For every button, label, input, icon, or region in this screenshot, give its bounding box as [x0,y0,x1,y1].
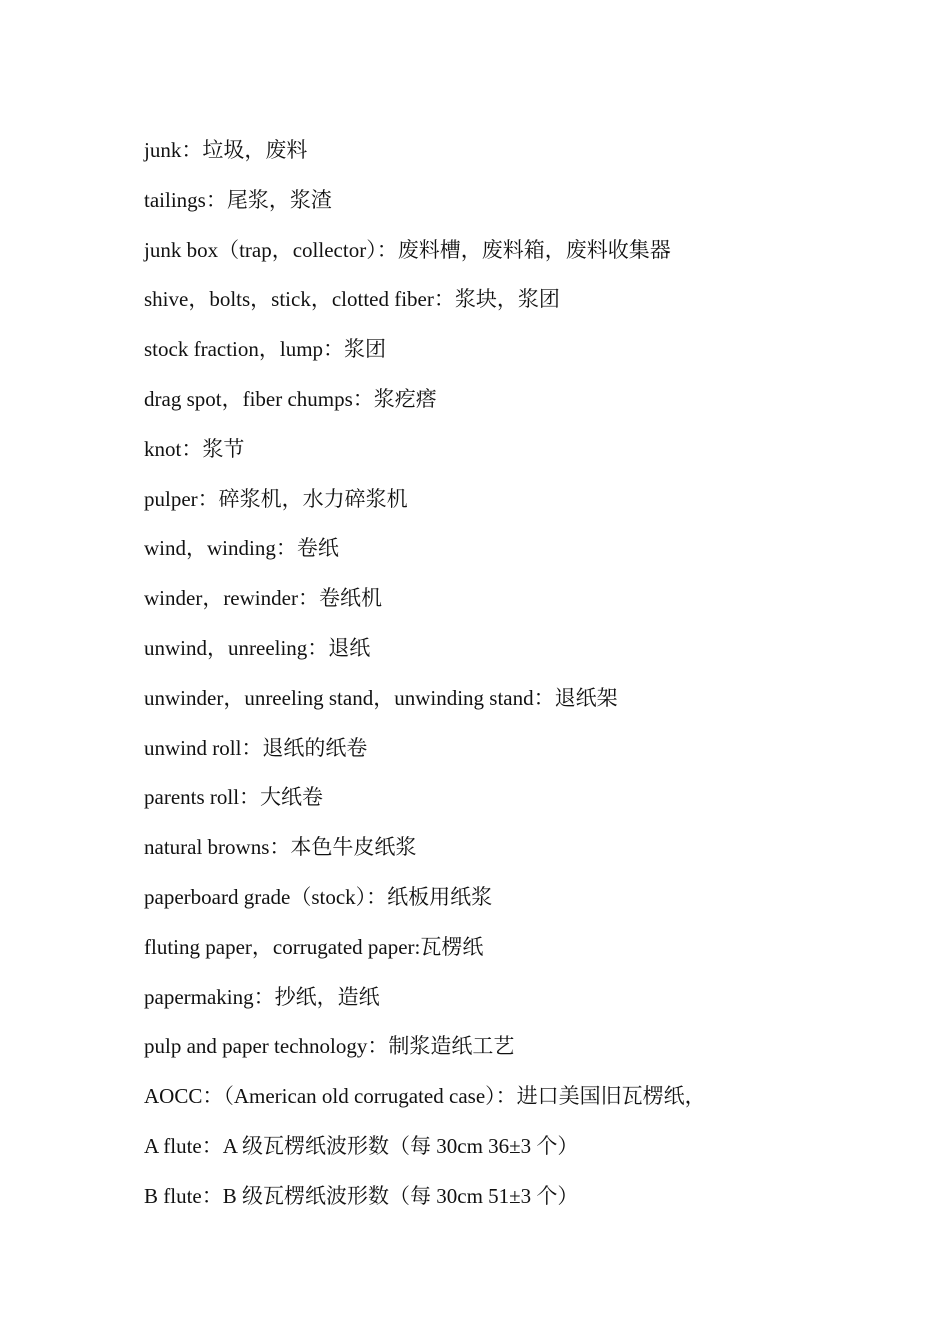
glossary-entry: paperboard grade（stock）：纸板用纸浆 [144,884,493,909]
glossary-entry: wind，winding：卷纸 [144,536,339,561]
glossary-entry: A flute：A 级瓦楞纸波形数（每 30cm 36±3 个） [144,1133,579,1158]
glossary-entry: tailings：尾浆，浆渣 [144,187,332,212]
glossary-entry: fluting paper，corrugated paper:瓦楞纸 [144,934,484,959]
glossary-entry: shive，bolts，stick，clotted fiber：浆块，浆团 [144,287,560,312]
glossary-entry: junk box（trap，collector）：废料槽，废料箱，废料收集器 [144,237,671,262]
glossary-entry: stock fraction，lump：浆团 [144,337,387,362]
glossary-entry: AOCC：（American old corrugated case）：进口美国旧瓦楞纸， [144,1084,706,1109]
glossary-entry: B flute：B 级瓦楞纸波形数（每 30cm 51±3 个） [144,1183,579,1208]
glossary-entry: papermaking：抄纸，造纸 [144,984,380,1009]
glossary-entry: unwinder，unreeling stand，unwinding stand：退纸架 [144,685,618,710]
glossary-entry: pulp and paper technology：制浆造纸工艺 [144,1034,515,1059]
glossary-entry: natural browns：本色牛皮纸浆 [144,835,417,860]
glossary-entry: knot：浆节 [144,436,245,461]
glossary-entry: parents roll：大纸卷 [144,785,324,810]
glossary-entry: unwind roll：退纸的纸卷 [144,735,368,760]
glossary-entry: winder，rewinder：卷纸机 [144,586,382,611]
glossary-entry: junk：垃圾，废料 [144,138,308,162]
glossary-entry: drag spot，fiber chumps：浆疙瘩 [144,386,437,411]
glossary-list [144,133,904,1229]
glossary-entry: unwind，unreeling：退纸 [144,635,371,660]
glossary-entry: pulper：碎浆机，水力碎浆机 [144,486,408,511]
